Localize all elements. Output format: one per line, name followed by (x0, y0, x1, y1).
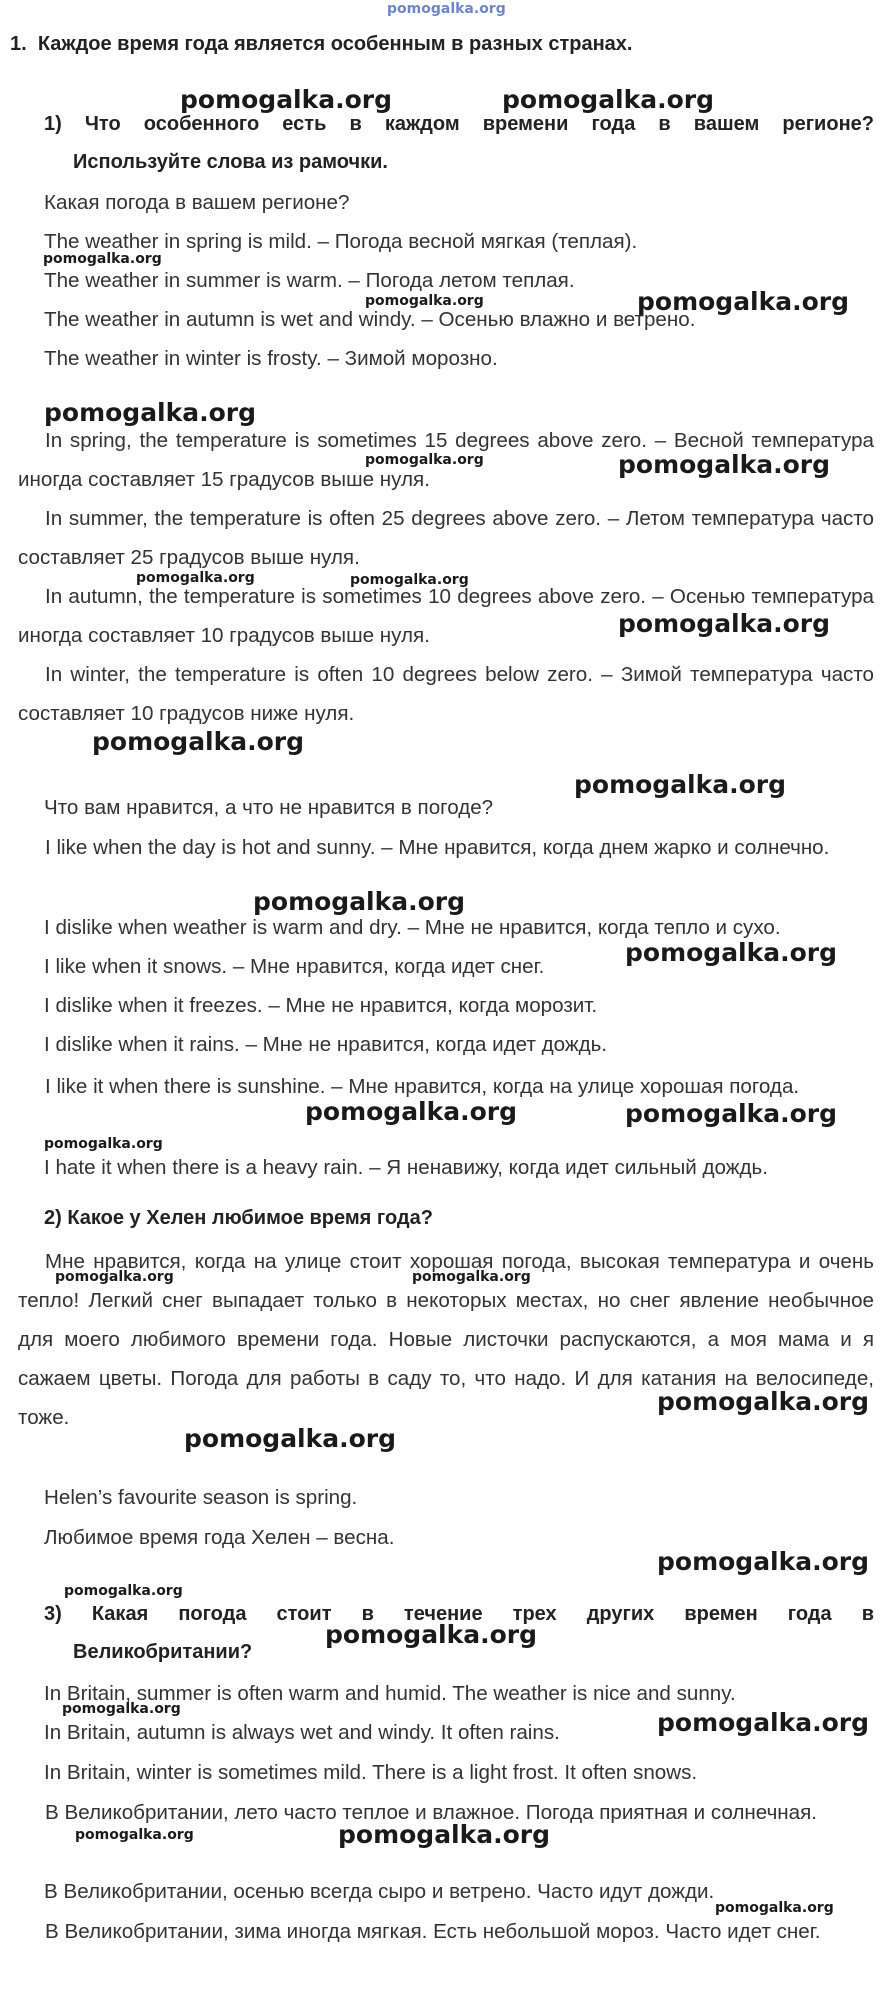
temperature-spring: In spring, the temperature is sometimes 15 degrees above zero. – Весной температура иногда составляет 15 градусов выше нуля. (18, 429, 874, 491)
q2-text: Мне нравится, когда на улице стоит хорошая погода, высокая температура и очень тепло! Легкий снег выпадает только в некоторых местах, но снег явление необычное для моего любимого времени года. Новые листочки распускаются, а моя мама и я сажаем цветы. Погода для работы в саду то, что надо. И для катания на велосипеде, тоже. (18, 1250, 874, 1429)
watermark: pomogalka.org (180, 85, 393, 114)
q1-title-line2: Используйте слова из рамочки. (73, 151, 388, 173)
q3-title-line1: 3) Какая погода стоит в течение трех других времен года в (44, 1603, 874, 1625)
weather-answer-winter: The weather in winter is frosty. – Зимой морозно. (44, 347, 498, 370)
watermark: pomogalka.org (338, 1820, 551, 1849)
header-watermark: pomogalka.org (387, 1, 506, 17)
weather-answer-spring: The weather in spring is mild. – Погода весной мягкая (теплая). (44, 230, 638, 253)
temperature-summer: In summer, the temperature is often 25 degrees above zero. – Летом температура часто составляет 25 градусов выше нуля. (18, 507, 874, 569)
watermark: pomogalka.org (55, 1269, 174, 1285)
watermark: pomogalka.org (44, 1136, 163, 1152)
temperature-winter: In winter, the temperature is often 10 degrees below zero. – Зимой температура часто составляет 10 градусов ниже нуля. (18, 663, 874, 725)
watermark: pomogalka.org (618, 609, 831, 638)
like-item: I hate it when there is a heavy rain. – Я ненавижу, когда идет сильный дождь. (44, 1156, 768, 1179)
watermark: pomogalka.org (637, 287, 850, 316)
watermark: pomogalka.org (625, 1099, 838, 1128)
task-number: 1. (10, 33, 27, 55)
britain-winter-ru: В Великобритании, зима иногда мягкая. Есть небольшой мороз. Часто идет снег. (45, 1920, 821, 1943)
watermark: pomogalka.org (574, 770, 787, 799)
like-item: I like it when there is sunshine. – Мне нравится, когда на улице хорошая погода. (45, 1075, 800, 1098)
q2-answer-en: Helen’s favourite season is spring. (44, 1486, 358, 1509)
watermark: pomogalka.org (325, 1620, 538, 1649)
q1-title-line1: 1) Что особенного есть в каждом времени года в вашем регионе? (44, 113, 874, 135)
watermark: pomogalka.org (365, 293, 484, 309)
watermark: pomogalka.org (715, 1900, 834, 1916)
watermark: pomogalka.org (412, 1269, 531, 1285)
task-title: Каждое время года является особенным в разных странах. (37, 33, 633, 55)
watermark: pomogalka.org (618, 450, 831, 479)
watermark: pomogalka.org (365, 452, 484, 468)
britain-summer-ru: В Великобритании, лето часто теплое и влажное. Погода приятная и солнечная. (45, 1801, 818, 1824)
weather-answer-summer: The weather in summer is warm. – Погода летом теплая. (44, 269, 575, 292)
watermark: pomogalka.org (657, 1387, 870, 1416)
weather-question: Какая погода в вашем регионе? (44, 191, 350, 214)
britain-summer-en: In Britain, summer is often warm and humid. The weather is nice and sunny. (44, 1682, 736, 1705)
watermark: pomogalka.org (625, 938, 838, 967)
likes-question: Что вам нравится, а что не нравится в погоде? (44, 796, 494, 819)
weather-answer-autumn: The weather in autumn is wet and windy. – Осенью влажно и ветрено. (44, 308, 696, 331)
task-heading (10, 33, 632, 56)
temperature-autumn: In autumn, the temperature is sometimes 10 degrees above zero. – Осенью температура иногда составляет 10 градусов выше нуля. (18, 585, 874, 647)
q2-title: 2) Какое у Хелен любимое время года? (44, 1207, 433, 1229)
watermark: pomogalka.org (184, 1424, 397, 1453)
watermark: pomogalka.org (253, 887, 466, 916)
q2-answer-ru: Любимое время года Хелен – весна. (44, 1526, 395, 1549)
watermark: pomogalka.org (657, 1708, 870, 1737)
watermark: pomogalka.org (136, 570, 255, 586)
watermark: pomogalka.org (64, 1583, 183, 1599)
watermark: pomogalka.org (44, 398, 257, 427)
watermark: pomogalka.org (92, 727, 305, 756)
britain-autumn-ru: В Великобритании, осенью всегда сыро и ветрено. Часто идут дожди. (44, 1880, 715, 1903)
watermark: pomogalka.org (43, 251, 162, 267)
like-item: I like when the day is hot and sunny. – Мне нравится, когда днем жарко и солнечно. (45, 836, 830, 859)
britain-autumn-en: In Britain, autumn is always wet and windy. It often rains. (44, 1721, 560, 1744)
watermark: pomogalka.org (350, 572, 469, 588)
watermark: pomogalka.org (502, 85, 715, 114)
britain-winter-en: In Britain, winter is sometimes mild. There is a light frost. It often snows. (44, 1761, 698, 1784)
like-item: I like when it snows. – Мне нравится, когда идет снег. (44, 955, 545, 978)
like-item: I dislike when weather is warm and dry. – Мне не нравится, когда тепло и сухо. (44, 916, 781, 939)
watermark: pomogalka.org (305, 1097, 518, 1126)
watermark: pomogalka.org (62, 1701, 181, 1717)
like-item: I dislike when it freezes. – Мне не нравится, когда морозит. (44, 994, 598, 1017)
watermark: pomogalka.org (75, 1827, 194, 1843)
q3-title-line2: Великобритании? (73, 1641, 253, 1663)
like-item: I dislike when it rains. – Мне не нравится, когда идет дождь. (44, 1033, 608, 1056)
watermark: pomogalka.org (657, 1547, 870, 1576)
